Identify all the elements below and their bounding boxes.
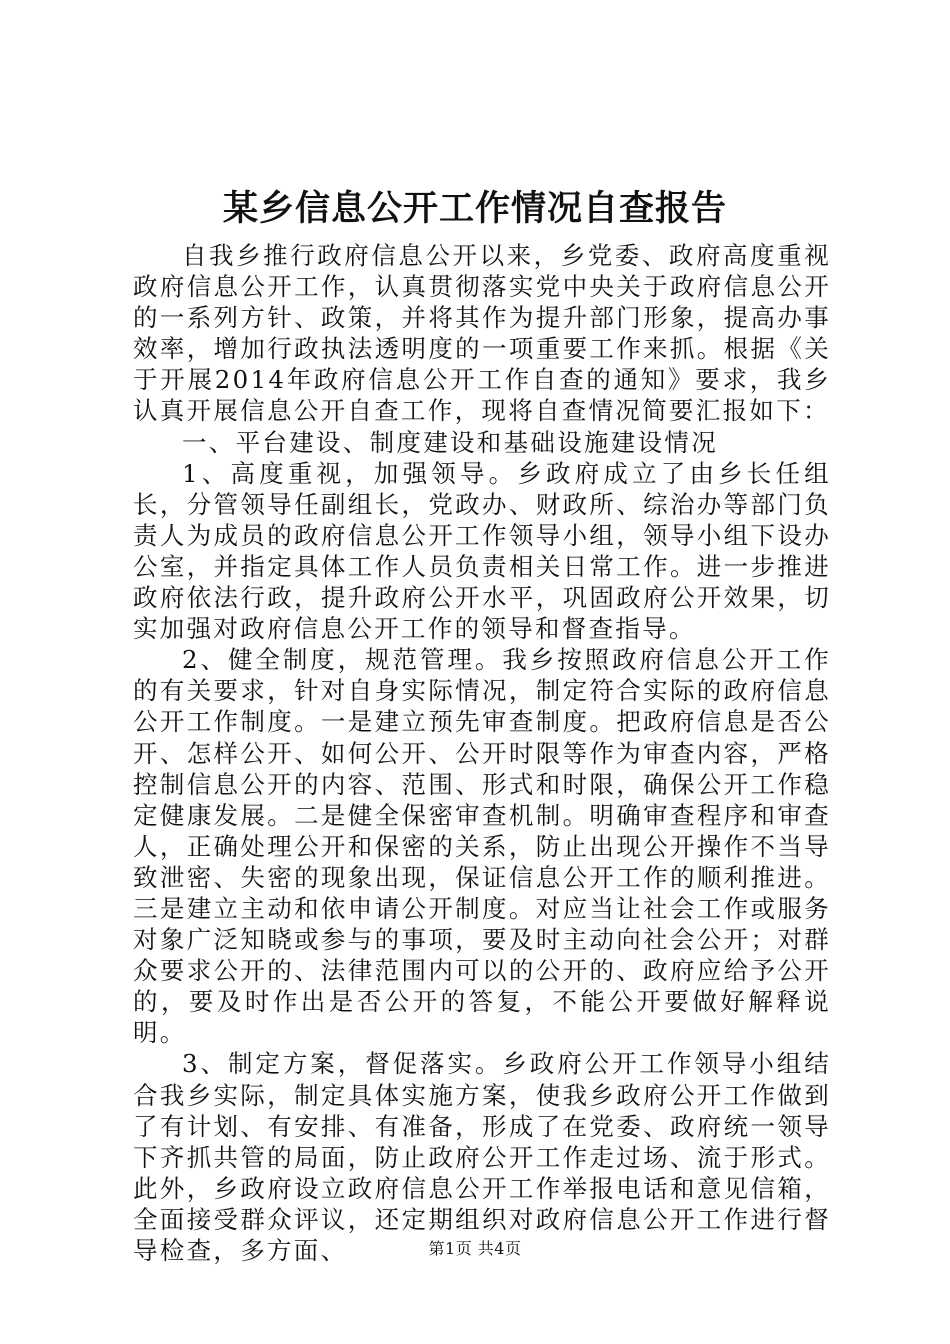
document-body xyxy=(133,240,831,1266)
page-indicator: 第1页 共4页 xyxy=(428,1239,522,1258)
document-title: 某乡信息公开工作情况自查报告 xyxy=(222,188,727,229)
paragraph-item-2: 2、健全制度，规范管理。我乡按照政府信息公开工作的有关要求，针对自身实际情况，制定符合实际的政府信息公开工作制度。一是建立预先审查制度。把政府信息是否公开、怎样公开、如何公开、公开时限等作为审查内容，严格控制信息公开的内容、范围、形式和时限，确保公开工作稳定健康发展。二是健全保密审查机制。明确审查程序和审查人，正确处理公开和保密的关系，防止出现公开操作不当导致泄密、失密的现象出现，保证信息公开工作的顺利推进。三是建立主动和依申请公开制度。对应当让社会工作或服务对象广泛知晓或参与的事项，要及时主动向社会公开；对群众要求公开的、法律范围内可以的公开的、政府应给予公开的，要及时作出是否公开的答复，不能公开要做好解释说明。 xyxy=(133,645,831,1048)
paragraph-item-1: 1、高度重视，加强领导。乡政府成立了由乡长任组长，分管领导任副组长，党政办、财政所、综治办等部门负责人为成员的政府信息公开工作领导小组，领导小组下设办公室，并指定具体工作人员负责相关日常工作。进一步推进政府依法行政，提升政府公开水平，巩固政府公开效果，切实加强对政府信息公开工作的领导和督查指导。 xyxy=(133,458,831,644)
paragraph-item-3: 3、制定方案，督促落实。乡政府公开工作领导小组结合我乡实际，制定具体实施方案，使我乡政府公开工作做到了有计划、有安排、有准备，形成了在党委、政府统一领导下齐抓共管的局面，防止政府公开工作走过场、流于形式。此外，乡政府设立政府信息公开工作举报电话和意见信箱，全面接受群众评议，还定期组织对政府信息公开工作进行督导检查，多方面、 xyxy=(133,1049,831,1265)
section-heading-1: 一、平台建设、制度建设和基础设施建设情况 xyxy=(182,427,718,457)
paragraph-intro: 自我乡推行政府信息公开以来，乡党委、政府高度重视政府信息公开工作，认真贯彻落实党中央关于政府信息公开的一系列方针、政策，并将其作为提升部门形象，提高办事效率，增加行政执法透明度的一项重要工作来抓。根据《关于开展2014年政府信息公开工作自查的通知》要求，我乡认真开展信息公开自查工作，现将自查情况简要汇报如下： xyxy=(133,241,831,426)
